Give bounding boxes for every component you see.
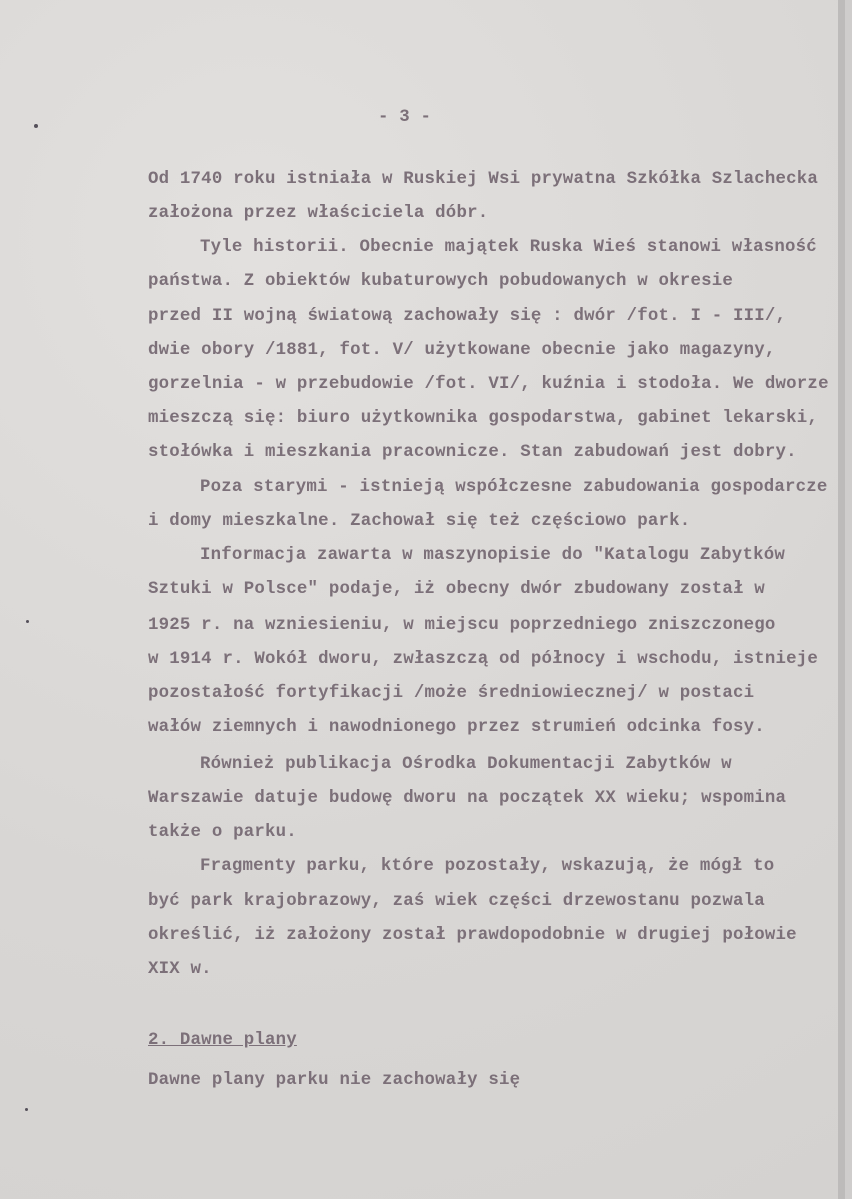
text-line: stołówka i mieszkania pracownicze. Stan zabudowań jest dobry.: [148, 443, 797, 462]
text-line: w 1914 r. Wokół dworu, zwłaszczą od północy i wschodu, istnieje: [148, 650, 819, 669]
punch-mark: [34, 124, 38, 128]
text-line: państwa. Z obiektów kubaturowych pobudowanych w okresie: [148, 272, 733, 291]
text-line: Tyle historii. Obecnie majątek Ruska Wieś stanowi własność: [200, 238, 817, 257]
punch-mark: [26, 620, 29, 623]
punch-mark: [25, 1108, 28, 1111]
section-heading: 2. Dawne plany: [148, 1031, 297, 1050]
page-number: - 3 -: [378, 108, 432, 127]
text-line: Informacja zawarta w maszynopisie do "Katalogu Zabytków: [200, 546, 785, 565]
text-line: Poza starymi - istnieją współczesne zabudowania gospodarcze: [200, 478, 828, 497]
text-line: także o parku.: [148, 823, 297, 842]
text-line: gorzelnia - w przebudowie /fot. VI/, kuźnia i stodoła. We dworze: [148, 375, 829, 394]
text-line: Fragmenty parku, które pozostały, wskazują, że mógł to: [200, 857, 775, 876]
text-line: wałów ziemnych i nawodnionego przez strumień odcinka fosy.: [148, 718, 765, 737]
text-line: i domy mieszkalne. Zachował się też częściowo park.: [148, 512, 691, 531]
text-line: Warszawie datuje budowę dworu na początek XX wieku; wspomina: [148, 789, 787, 808]
text-line: Sztuki w Polsce" podaje, iż obecny dwór zbudowany został w: [148, 580, 765, 599]
text-line: dwie obory /1881, fot. V/ użytkowane obecnie jako magazyny,: [148, 341, 776, 360]
scan-edge: [838, 0, 845, 1199]
text-line: XIX w.: [148, 960, 212, 979]
text-line: mieszczą się: biuro użytkownika gospodarstwa, gabinet lekarski,: [148, 409, 819, 428]
text-line: być park krajobrazowy, zaś wiek części drzewostanu pozwala: [148, 892, 765, 911]
text-line: 1925 r. na wzniesieniu, w miejscu poprzedniego zniszczonego: [148, 616, 776, 635]
text-line: przed II wojną światową zachowały się : dwór /fot. I - III/,: [148, 307, 787, 326]
section-text: Dawne plany parku nie zachowały się: [148, 1071, 521, 1090]
text-line: określić, iż założony został prawdopodobnie w drugiej połowie: [148, 926, 797, 945]
text-line: pozostałość fortyfikacji /może średniowiecznej/ w postaci: [148, 684, 755, 703]
text-line: Również publikacja Ośrodka Dokumentacji Zabytków w: [200, 755, 732, 774]
text-line: Od 1740 roku istniała w Ruskiej Wsi prywatna Szkółka Szlachecka: [148, 170, 819, 189]
text-line: założona przez właściciela dóbr.: [148, 204, 489, 223]
